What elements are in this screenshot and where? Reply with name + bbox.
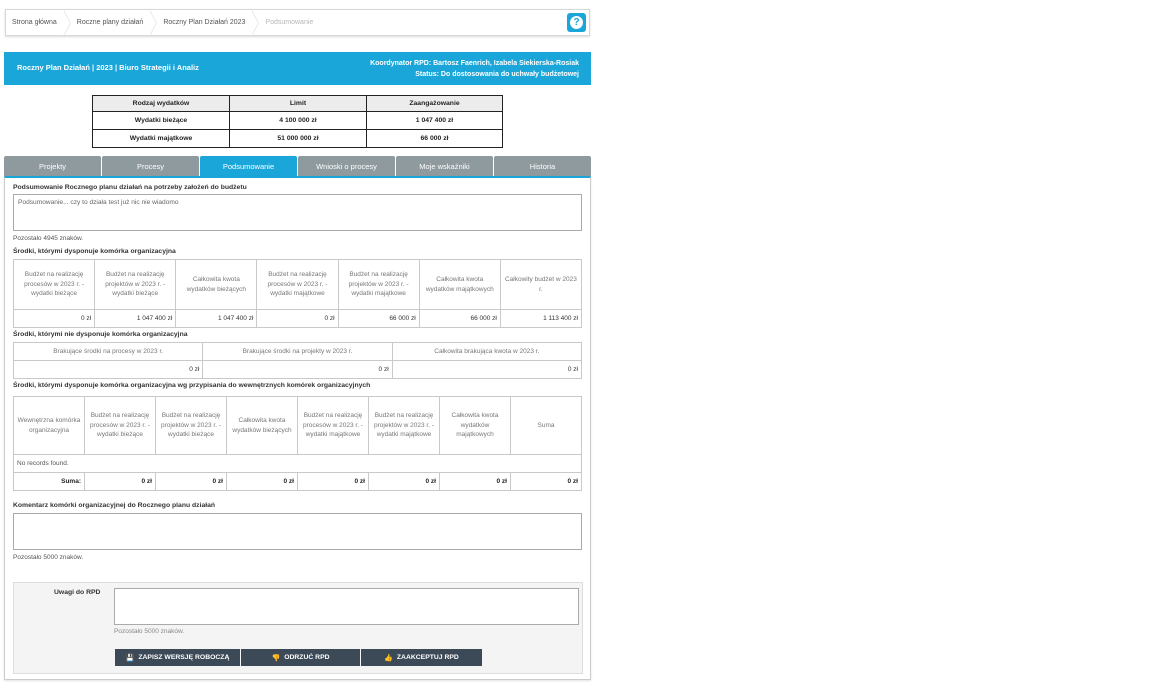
section-own-funds-label: Środki, którymi dysponuje komórka organizacyjna	[13, 248, 176, 255]
table-header-row	[14, 343, 582, 361]
column-header: Limit	[230, 96, 367, 112]
section-missing-funds-label: Środki, którymi nie dysponuje komórka organizacyjna	[13, 331, 188, 338]
table-cell: 1 047 400 zł	[95, 310, 176, 328]
column-header: Budżet na realizację projektów w 2023 r. - wydatki bieżące	[95, 260, 176, 310]
table-cell: 0 zł	[298, 473, 369, 491]
thumbs-down-icon: 👎	[271, 654, 281, 662]
question-icon: ?	[570, 16, 583, 29]
coordinator-text: Koordynator RPD: Bartosz Faenrich, Izabela Siekierska-Rosiak	[370, 60, 579, 67]
tab-procesy[interactable]: Procesy	[102, 156, 199, 176]
summary-textarea[interactable]: Podsumowanie... czy to działa test już nic nie wiadomo	[13, 194, 582, 231]
page-header	[4, 52, 591, 85]
budget-summary-table	[92, 95, 503, 148]
own-funds-table	[13, 259, 582, 328]
column-header: Całkowita kwota wydatków bieżących	[227, 397, 298, 455]
column-header: Budżet na realizację projektów w 2023 r. - wydatki majątkowe	[338, 260, 419, 310]
missing-funds-table	[13, 342, 582, 379]
table-cell: 0 zł	[440, 473, 511, 491]
table-cell: 1 047 400 zł	[367, 112, 503, 130]
table-row	[14, 455, 582, 473]
table-cell: 4 100 000 zł	[230, 112, 367, 130]
table-cell: 0 zł	[85, 473, 156, 491]
table-cell: 0 zł	[257, 310, 338, 328]
column-header: Całkowity budżet w 2023 r.	[500, 260, 581, 310]
breadcrumb-home[interactable]: Strona główna	[6, 10, 71, 35]
column-header: Wewnętrzna komórka organizacyjna	[14, 397, 85, 455]
tab-historia[interactable]: Historia	[494, 156, 591, 176]
table-cell: 0 zł	[156, 473, 227, 491]
column-header: Budżet na realizację procesów w 2023 r. - wydatki majątkowe	[298, 397, 369, 455]
section-internal-units-label: Środki, którymi dysponuje komórka organizacyjna wg przypisania do wewnętrznych komórek organizacyjnych	[13, 382, 371, 389]
column-header: Całkowita kwota wydatków bieżących	[176, 260, 257, 310]
column-header: Całkowita kwota wydatków majątkowych	[419, 260, 500, 310]
column-header: Całkowita brakująca kwota w 2023 r.	[392, 343, 581, 361]
column-header: Budżet na realizację procesów w 2023 r. - wydatki bieżące	[85, 397, 156, 455]
table-cell: 51 000 000 zł	[230, 130, 367, 148]
table-row	[14, 310, 582, 328]
column-header: Zaangażowanie	[367, 96, 503, 112]
sum-label: Suma:	[14, 473, 85, 491]
table-cell: 0 zł	[511, 473, 582, 491]
table-cell: 0 zł	[14, 310, 95, 328]
table-cell: 66 000 zł	[419, 310, 500, 328]
column-header: Brakujące środki na projekty w 2023 r.	[203, 343, 392, 361]
reject-button[interactable]	[241, 649, 360, 666]
column-header: Budżet na realizację projektów w 2023 r. - wydatki majątkowe	[369, 397, 440, 455]
table-cell: 66 000 zł	[367, 130, 503, 148]
tab-wskazniki[interactable]: Moje wskaźniki	[396, 156, 493, 176]
summary-panel	[4, 176, 591, 680]
remarks-char-counter: Pozostało 5000 znaków.	[114, 628, 185, 635]
empty-message: No records found.	[14, 455, 582, 473]
table-cell: 1 047 400 zł	[176, 310, 257, 328]
column-header: Suma	[511, 397, 582, 455]
page-title: Roczny Plan Działań | 2023 | Biuro Strategii i Analiz	[17, 63, 199, 72]
table-header-row	[14, 260, 582, 310]
column-header: Brakujące środki na procesy w 2023 r.	[14, 343, 203, 361]
breadcrumb	[5, 9, 590, 36]
tab-wnioski[interactable]: Wnioski o procesy	[298, 156, 395, 176]
table-row	[93, 130, 503, 148]
summary-char-counter: Pozostało 4945 znaków.	[13, 235, 84, 242]
table-header-row	[93, 96, 503, 112]
column-header: Budżet na realizację projektów w 2023 r. - wydatki bieżące	[156, 397, 227, 455]
breadcrumb-plan-2023[interactable]: Roczny Plan Działań 2023	[157, 10, 259, 35]
table-cell: 0 zł	[14, 361, 203, 379]
table-cell: 0 zł	[369, 473, 440, 491]
table-cell: 0 zł	[227, 473, 298, 491]
comment-char-counter: Pozostało 5000 znaków.	[13, 554, 84, 561]
breadcrumb-annual-plans[interactable]: Roczne plany działań	[71, 10, 158, 35]
status-text: Status: Do dostosowania do uchwały budżetowej	[415, 71, 579, 78]
column-header: Całkowita kwota wydatków majątkowych	[440, 397, 511, 455]
comment-label: Komentarz komórki organizacyjnej do Rocznego planu działań	[13, 502, 216, 509]
summary-label: Podsumowanie Rocznego planu działań na potrzeby założeń do budżetu	[13, 184, 247, 191]
internal-units-table	[13, 396, 582, 491]
save-draft-button[interactable]	[115, 649, 240, 666]
column-header: Budżet na realizację procesów w 2023 r. - wydatki bieżące	[14, 260, 95, 310]
sum-row	[14, 473, 582, 491]
table-header-row	[14, 397, 582, 455]
table-cell: 0 zł	[392, 361, 581, 379]
table-cell: 66 000 zł	[338, 310, 419, 328]
column-header: Budżet na realizację procesów w 2023 r. - wydatki majątkowe	[257, 260, 338, 310]
comment-textarea[interactable]	[13, 513, 582, 550]
tab-bar	[4, 156, 591, 176]
remarks-label: Uwagi do RPD	[54, 589, 101, 596]
column-header: Rodzaj wydatków	[93, 96, 230, 112]
remarks-box	[13, 582, 583, 674]
table-row	[93, 112, 503, 130]
tab-podsumowanie[interactable]: Podsumowanie	[200, 156, 297, 176]
save-draft-label: ZAPISZ WERSJĘ ROBOCZĄ	[138, 654, 230, 661]
table-cell: 1 113 400 zł	[500, 310, 581, 328]
header-meta	[370, 58, 579, 80]
table-cell: Wydatki bieżące	[93, 112, 230, 130]
table-row	[14, 361, 582, 379]
breadcrumb-current: Podsumowanie	[265, 19, 314, 26]
help-button[interactable]	[567, 13, 586, 32]
save-icon: 💾	[125, 654, 135, 662]
tab-projekty[interactable]: Projekty	[4, 156, 101, 176]
accept-label: ZAAKCEPTUJ RPD	[396, 654, 459, 661]
remarks-textarea[interactable]	[114, 588, 579, 625]
reject-label: ODRZUĆ RPD	[284, 654, 330, 661]
accept-button[interactable]	[361, 649, 482, 666]
table-cell: 0 zł	[203, 361, 392, 379]
thumbs-up-icon: 👍	[384, 654, 393, 662]
table-cell: Wydatki majątkowe	[93, 130, 230, 148]
